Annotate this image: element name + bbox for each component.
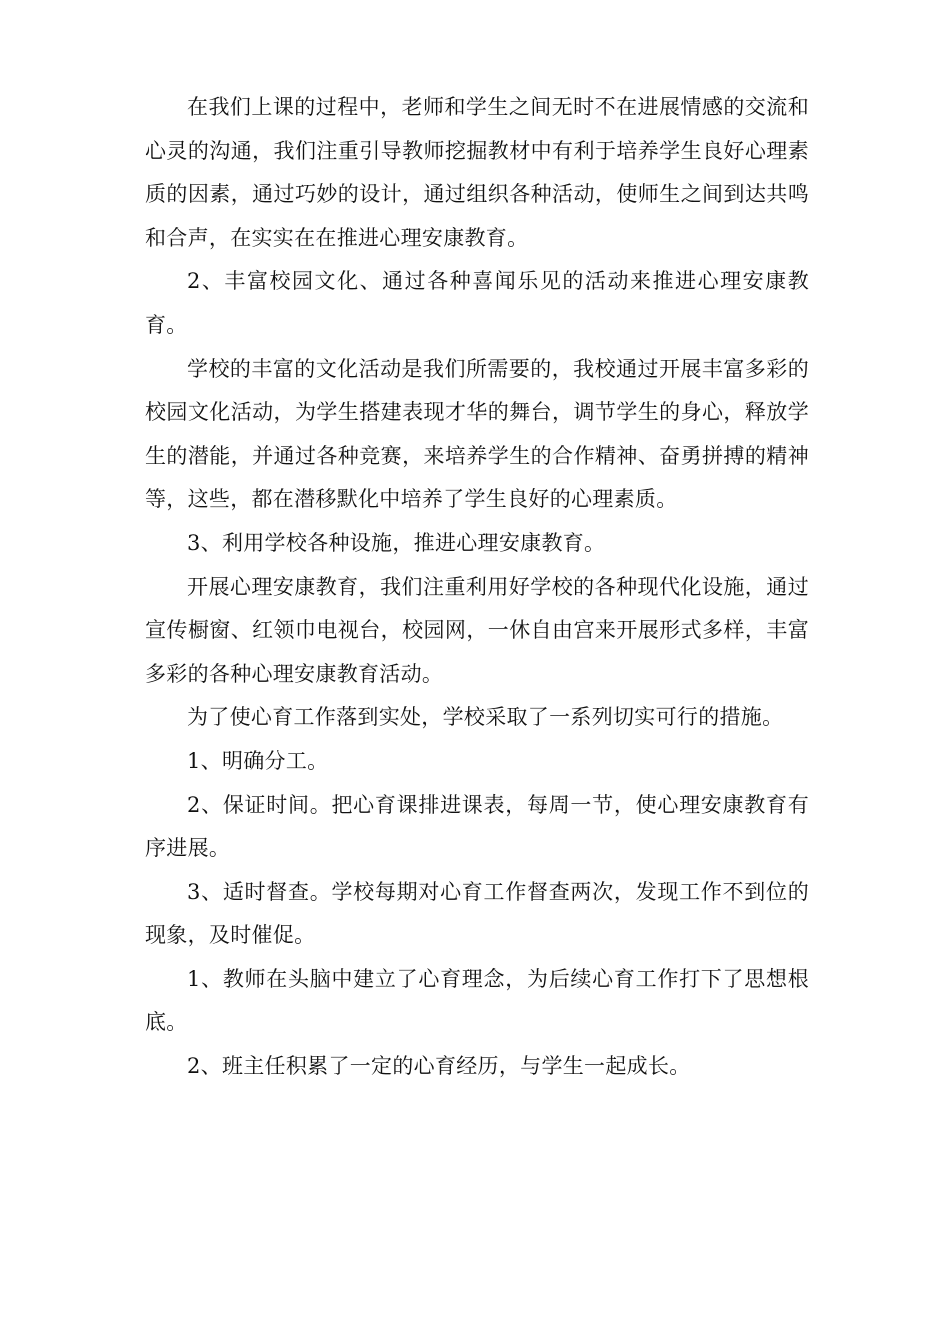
paragraph-measure-supervision: 3、适时督查。学校每期对心育工作督查两次，发现工作不到位的现象，及时催促。 — [145, 879, 809, 948]
paragraph-measures-intro: 为了使心育工作落到实处，学校采取了一系列切实可行的措施。 — [187, 705, 784, 730]
paragraph-classroom-communication: 在我们上课的过程中，老师和学生之间无时不在进展情感的交流和心灵的沟通，我们注重引导教师挖掘教材中有利于培养学生良好心理素质的因素，通过巧妙的设计，通过组织各种活动，使师生之间到达共鸣和合声，在实实在在推进心理安康教育。 — [145, 95, 809, 250]
paragraph-result-class-teachers: 2、班主任积累了一定的心育经历，与学生一起成长。 — [187, 1054, 691, 1079]
paragraph-cultural-activities: 学校的丰富的文化活动是我们所需要的，我校通过开展丰富多彩的校园文化活动，为学生搭建表现才华的舞台，调节学生的身心，释放学生的潜能，并通过各种竞赛，来培养学生的合作精神、奋勇拼搏的精神等，这些，都在潜移默化中培养了学生良好的心理素质。 — [145, 356, 809, 512]
paragraph-measure-time: 2、保证时间。把心育课排进课表，每周一节，使心理安康教育有序进展。 — [145, 792, 809, 861]
paragraph-item-campus-culture: 2、丰富校园文化、通过各种喜闻乐见的活动来推进心理安康教育。 — [145, 269, 809, 337]
paragraph-modern-facilities: 开展心理安康教育，我们注重利用好学校的各种现代化设施，通过宣传橱窗、红领巾电视台，校园网，一休自由宫来开展形式多样，丰富多彩的各种心理安康教育活动。 — [145, 574, 809, 686]
paragraph-result-teachers: 1、教师在头脑中建立了心育理念，为后续心育工作打下了思想根底。 — [145, 966, 809, 1035]
paragraph-measure-division: 1、明确分工。 — [187, 748, 329, 773]
paragraph-item-school-facilities: 3、利用学校各种设施，推进心理安康教育。 — [187, 530, 606, 555]
document-body — [145, 86, 809, 1089]
